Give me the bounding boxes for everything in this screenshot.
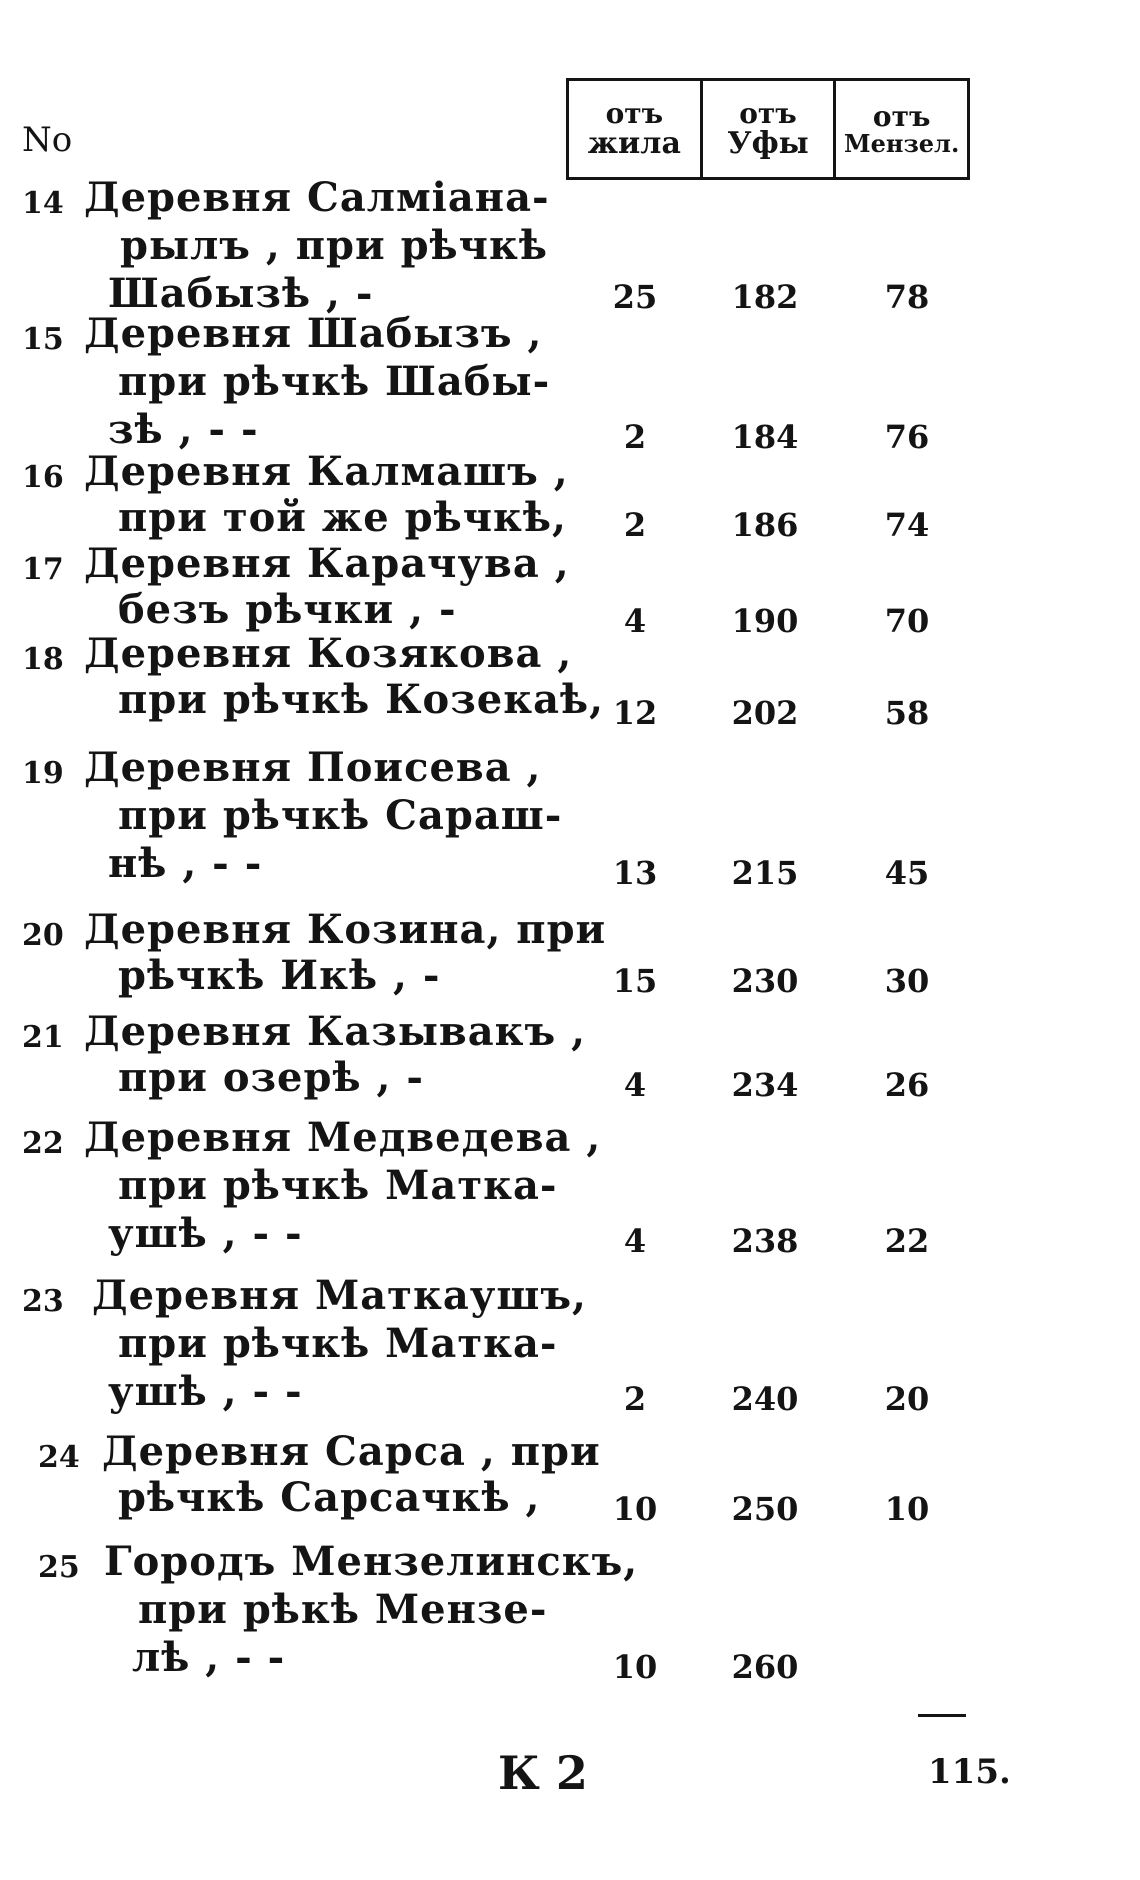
entry-text-line: рѣчкѣ Икѣ , - bbox=[118, 952, 441, 999]
entry-number: 16 bbox=[22, 460, 64, 495]
entry-text-line: при рѣчкѣ Шабы- bbox=[118, 358, 551, 405]
column-header-zhila bbox=[566, 81, 700, 177]
short-rule-divider bbox=[918, 1714, 966, 1717]
entry-text-line: зѣ , - - bbox=[108, 406, 259, 453]
entry-text-line: ушѣ , - - bbox=[108, 1210, 303, 1257]
distance-value: 13 bbox=[612, 854, 658, 892]
column-header-menzel bbox=[833, 81, 970, 177]
entry-number: 25 bbox=[38, 1550, 80, 1585]
entry-text-line: при рѣчкѣ Сараш- bbox=[118, 792, 563, 839]
entry-text-line: рѣчкѣ Сарсачкѣ , bbox=[118, 1474, 541, 1521]
distance-value: 2 bbox=[623, 1380, 647, 1418]
entry-number: 24 bbox=[38, 1440, 80, 1475]
entry-text-line: ушѣ , - - bbox=[108, 1368, 303, 1415]
entry-text-line: Деревня Казывакъ , bbox=[84, 1008, 587, 1055]
entry-text-line: Деревня Шабызъ , bbox=[84, 310, 543, 357]
entry-text-line: Деревня Козина, при bbox=[84, 906, 607, 953]
distance-value: 234 bbox=[731, 1066, 799, 1104]
distance-value: 215 bbox=[731, 854, 799, 892]
entry-text-line: при рѣкѣ Мензе- bbox=[138, 1586, 548, 1633]
column-header-prefix: отъ bbox=[872, 99, 931, 133]
entry-number: 22 bbox=[22, 1126, 64, 1161]
catchword: 115. bbox=[928, 1752, 1011, 1792]
distance-value: 78 bbox=[884, 278, 930, 316]
entry-text-line: Деревня Карачува , bbox=[84, 540, 570, 587]
entry-number: 20 bbox=[22, 918, 64, 953]
distance-value: 20 bbox=[884, 1380, 930, 1418]
column-header-place: жила bbox=[587, 125, 681, 161]
column-header-place: Уфы bbox=[727, 125, 809, 161]
distance-value: 2 bbox=[623, 418, 647, 456]
distance-value: 184 bbox=[731, 418, 799, 456]
distance-value: 45 bbox=[884, 854, 930, 892]
entry-text-line: Деревня Козякова , bbox=[84, 630, 573, 677]
distance-value: 4 bbox=[623, 1066, 647, 1104]
entry-text-line: при рѣчкѣ Матка- bbox=[118, 1320, 558, 1367]
distance-value: 182 bbox=[731, 278, 799, 316]
entry-text-line: при озерѣ , - bbox=[118, 1054, 424, 1101]
distance-column-headers bbox=[566, 78, 970, 180]
distance-value: 12 bbox=[612, 694, 658, 732]
distance-value: 4 bbox=[623, 602, 647, 640]
distance-value: 76 bbox=[884, 418, 930, 456]
column-header-ufa bbox=[700, 81, 834, 177]
distance-value: 25 bbox=[612, 278, 658, 316]
entry-number: 17 bbox=[22, 552, 64, 587]
entry-text-line: безъ рѣчки , - bbox=[118, 586, 457, 633]
distance-value: 10 bbox=[884, 1490, 930, 1528]
entry-number: 18 bbox=[22, 642, 64, 677]
distance-value: 230 bbox=[731, 962, 799, 1000]
distance-value: 10 bbox=[612, 1490, 658, 1528]
entry-text-line: Деревня Салмiана- bbox=[84, 174, 550, 221]
distance-value: 202 bbox=[731, 694, 799, 732]
entry-text-line: Шабызѣ , - bbox=[108, 270, 374, 317]
column-header-place: Мензел. bbox=[844, 129, 960, 159]
distance-value: 186 bbox=[731, 506, 799, 544]
entry-number: 19 bbox=[22, 756, 64, 791]
entry-number: 23 bbox=[22, 1284, 64, 1319]
distance-value: 10 bbox=[612, 1648, 658, 1686]
entry-text-line: Деревня Маткаушъ, bbox=[92, 1272, 587, 1319]
distance-value: 190 bbox=[731, 602, 799, 640]
signature-mark: К 2 bbox=[498, 1746, 588, 1800]
entry-text-line: Деревня Поисева , bbox=[84, 744, 542, 791]
distance-value: 4 bbox=[623, 1222, 647, 1260]
entry-text-line: Городъ Мензелинскъ, bbox=[104, 1538, 639, 1585]
entry-text-line: Деревня Медведева , bbox=[84, 1114, 602, 1161]
entry-text-line: рылъ , при рѣчкѣ bbox=[120, 222, 548, 269]
entry-number: 15 bbox=[22, 322, 64, 357]
entry-text-line: при той же рѣчкѣ, bbox=[118, 494, 567, 541]
distance-value: 260 bbox=[731, 1648, 799, 1686]
distance-value: 26 bbox=[884, 1066, 930, 1104]
distance-value: 240 bbox=[731, 1380, 799, 1418]
distance-value: 30 bbox=[884, 962, 930, 1000]
distance-value: 58 bbox=[884, 694, 930, 732]
entry-text-line: при рѣчкѣ Матка- bbox=[118, 1162, 558, 1209]
column-header-prefix: отъ bbox=[605, 96, 664, 130]
distance-value: 22 bbox=[884, 1222, 930, 1260]
number-column-label: No bbox=[22, 120, 73, 160]
entry-number: 14 bbox=[22, 186, 64, 221]
distance-value: 2 bbox=[623, 506, 647, 544]
entry-number: 21 bbox=[22, 1020, 64, 1055]
distance-value: 70 bbox=[884, 602, 930, 640]
entry-text-line: нѣ , - - bbox=[108, 840, 263, 887]
entry-text-line: лѣ , - - bbox=[132, 1634, 286, 1681]
distance-value: 250 bbox=[731, 1490, 799, 1528]
entry-text-line: Деревня Сарса , при bbox=[102, 1428, 601, 1475]
entry-text-line: при рѣчкѣ Козекаѣ, bbox=[118, 676, 605, 723]
column-header-prefix: отъ bbox=[739, 96, 797, 130]
distance-value: 74 bbox=[884, 506, 930, 544]
distance-value: 15 bbox=[612, 962, 658, 1000]
entry-text-line: Деревня Калмашъ , bbox=[84, 448, 569, 495]
distance-value: 238 bbox=[731, 1222, 799, 1260]
